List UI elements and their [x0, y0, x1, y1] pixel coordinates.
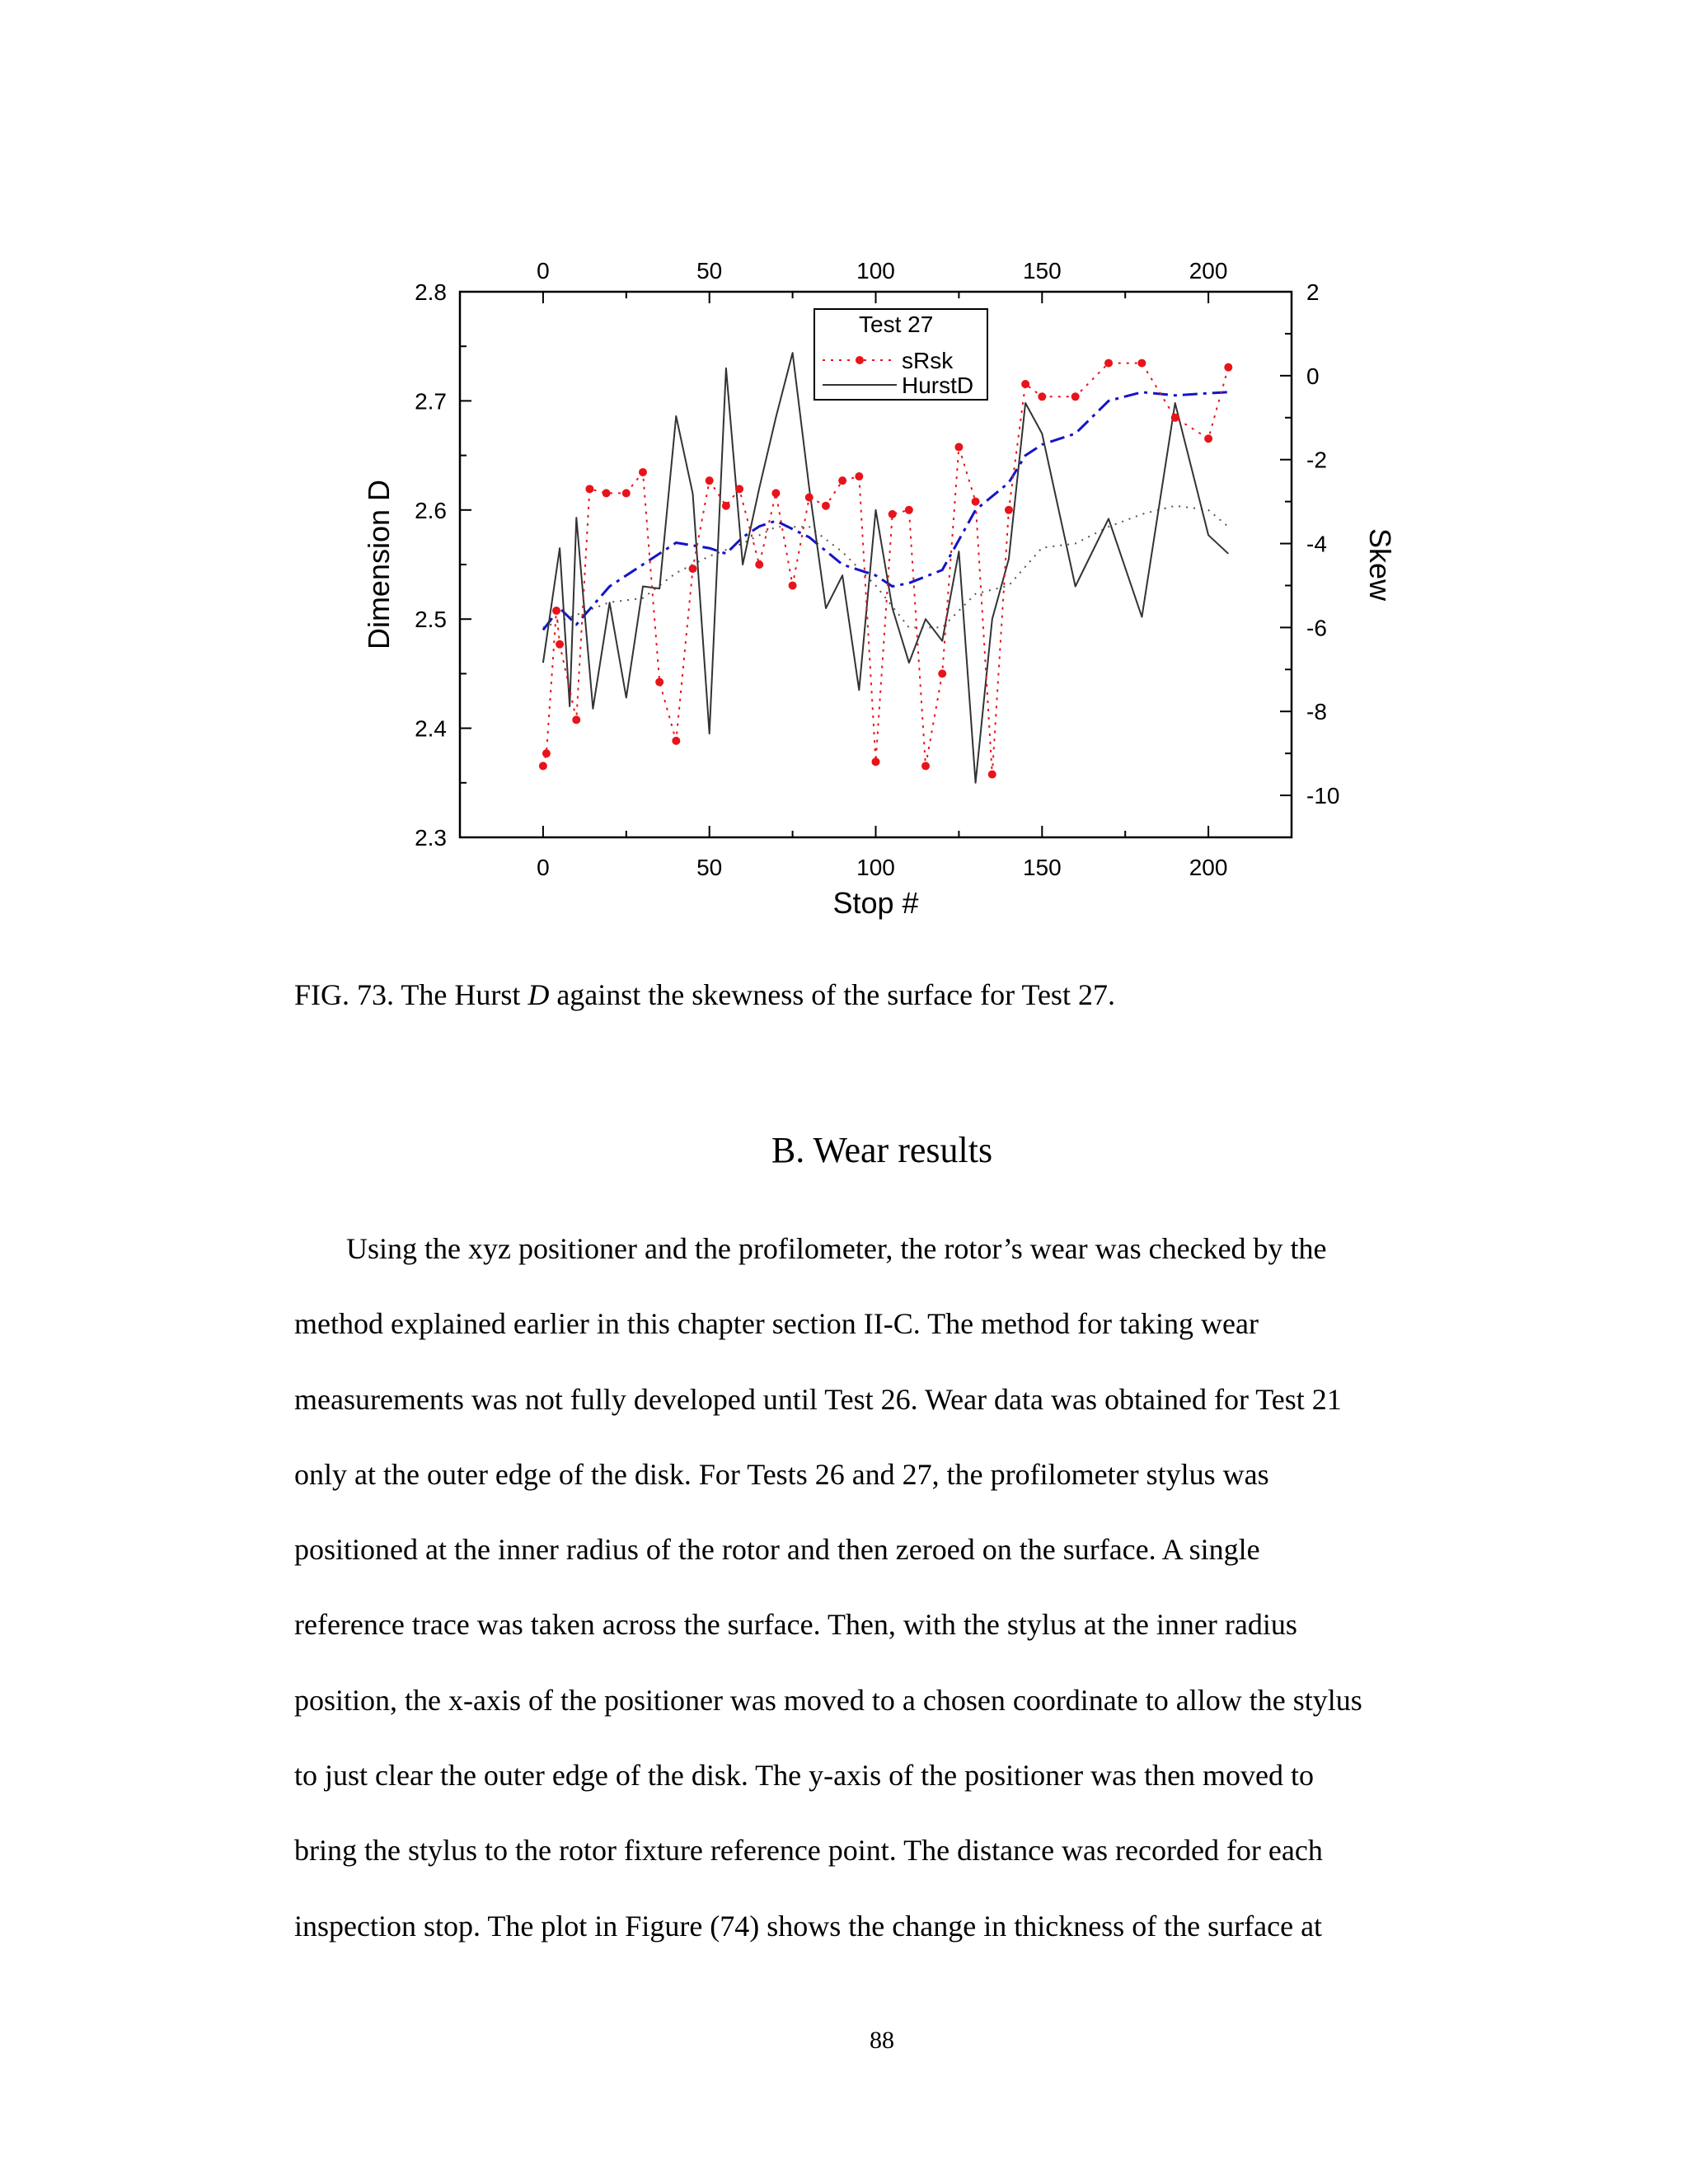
body-line: only at the outer edge of the disk. For Tests 26 and 27, the profilometer stylus was [294, 1457, 1269, 1491]
legend-title: Test 27 [859, 312, 934, 337]
y-left-tick-label: 2.4 [415, 715, 447, 742]
section-heading: B. Wear results [771, 1130, 993, 1170]
series-srsk-point [1137, 359, 1146, 368]
series-srsk-point [706, 476, 714, 485]
figure-73-chart [0, 0, 1688, 956]
series-srsk-point [622, 489, 631, 497]
x-tick-label-bottom: 50 [696, 855, 723, 880]
y-right-tick-label: -4 [1306, 531, 1327, 557]
body-line: method explained earlier in this chapter section II-C. The method for taking wear [294, 1307, 1259, 1341]
body-line: inspection stop. The plot in Figure (74) shows the change in thickness of the surface at [294, 1909, 1323, 1943]
series-hurstd-line [543, 353, 1228, 783]
series-srsk-point [603, 489, 611, 497]
legend-hurstd-label: HurstD [902, 373, 974, 398]
series-srsk-point [735, 485, 743, 493]
y-left-tick-label: 2.7 [415, 388, 447, 415]
x-tick-label-bottom: 100 [856, 855, 895, 880]
legend-srsk-label: sRsk [902, 348, 954, 373]
series-srsk-point [1104, 359, 1113, 368]
body-line: position, the x-axis of the positioner was moved to a chosen coordinate to allow the stylus [294, 1683, 1362, 1717]
y-right-tick-label: -8 [1306, 699, 1327, 725]
y-right-tick-label: -6 [1306, 615, 1327, 641]
caption-prefix: FIG. 73. The Hurst [294, 978, 528, 1011]
x-tick-label-top: 150 [1022, 258, 1062, 284]
series-srsk-point [889, 510, 897, 518]
y-left-tick-label: 2.8 [415, 279, 447, 305]
y-left-tick-label: 2.5 [415, 607, 447, 633]
figure-caption [294, 977, 1115, 1013]
series-srsk-point [585, 485, 593, 493]
x-axis-label: Stop # [832, 886, 919, 920]
y-right-tick-label: 2 [1306, 279, 1320, 305]
legend-srsk-marker [856, 356, 864, 364]
series-srsk-point [855, 472, 863, 480]
body-line: reference trace was taken across the surface. Then, with the stylus at the inner radius [294, 1608, 1297, 1642]
legend [814, 309, 987, 400]
x-tick-label-top: 200 [1189, 258, 1228, 284]
series-srsk-point [655, 678, 663, 687]
series-srsk-point [771, 489, 780, 497]
series-srsk-point [1005, 506, 1013, 514]
series-srsk-point [572, 715, 580, 724]
series-srsk-point [805, 494, 814, 502]
series-srsk-point [954, 443, 963, 451]
y-right-axis-label: Skew [1363, 527, 1397, 602]
y-right-tick-label: -10 [1306, 783, 1340, 809]
series-srsk-point [988, 771, 996, 779]
series-srsk-point [838, 476, 846, 485]
series-srsk-point [672, 737, 680, 745]
series-srsk-point [938, 669, 946, 677]
series-srsk-point [789, 581, 797, 589]
body-line: bring the stylus to the rotor fixture reference point. The distance was recorded for each [294, 1834, 1323, 1868]
y-left-axis-label: Dimension D [362, 479, 396, 650]
body-line: positioned at the inner radius of the rotor and then zeroed on the surface. A single [294, 1533, 1260, 1567]
body-line: measurements was not fully developed until Test 26. Wear data was obtained for Test 21 [294, 1382, 1342, 1416]
series-srsk-point [1038, 392, 1046, 401]
series-srsk-point [1021, 380, 1029, 388]
caption-italic: D [528, 978, 550, 1011]
series-srsk-point [972, 498, 980, 506]
body-line: to just clear the outer edge of the disk. The y-axis of the positioner was then moved to [294, 1759, 1315, 1793]
series-srsk-point [539, 762, 547, 770]
series-srsk-point [1071, 392, 1080, 401]
series-srsk-point [722, 502, 730, 510]
series-srsk-point [872, 757, 880, 766]
x-tick-label-bottom: 0 [537, 855, 550, 880]
series-srsk-point [1204, 434, 1212, 443]
series-srsk-point [552, 607, 560, 615]
y-right-tick-label: -2 [1306, 447, 1327, 473]
x-tick-label-top: 50 [696, 258, 723, 284]
series-srsk-point [921, 762, 930, 770]
x-tick-label-top: 0 [537, 258, 550, 284]
caption-suffix: against the skewness of the surface for Test 27. [549, 978, 1115, 1011]
x-tick-label-bottom: 150 [1022, 855, 1062, 880]
y-right-tick-label: 0 [1306, 363, 1320, 389]
series-srsk-point [1171, 414, 1179, 422]
series-srsk-point [689, 565, 697, 573]
series-trend-line [543, 392, 1228, 630]
body-paragraph [294, 1212, 1481, 1964]
y-left-tick-label: 2.6 [415, 497, 447, 523]
series-srsk-point [755, 560, 763, 569]
series-srsk-point [639, 468, 647, 476]
x-tick-label-top: 100 [856, 258, 895, 284]
page-number: 88 [870, 2027, 894, 2054]
x-tick-label-bottom: 200 [1189, 855, 1228, 880]
body-line: Using the xyz positioner and the profilometer, the rotor’s wear was checked by the [346, 1232, 1327, 1265]
series-srsk-point [822, 502, 830, 510]
series-srsk-point [556, 640, 564, 649]
y-left-tick-label: 2.3 [415, 825, 447, 851]
series-srsk-point [542, 749, 551, 757]
series-srsk-point [1224, 363, 1232, 372]
series-layer [539, 353, 1232, 783]
series-srsk-point [905, 506, 913, 514]
